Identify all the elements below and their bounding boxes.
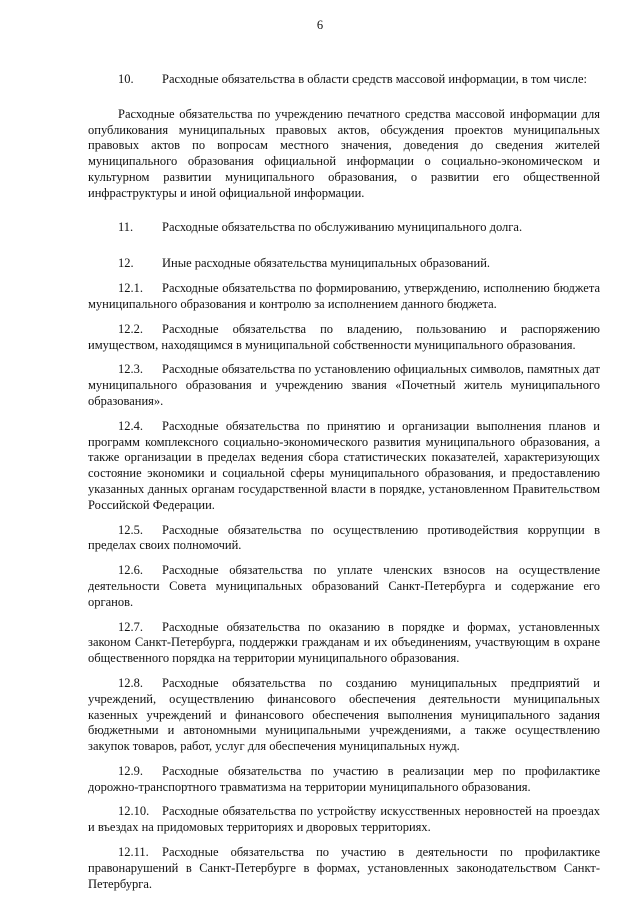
paragraph-number: 12.4. (118, 418, 143, 433)
paragraph-12-9 (88, 764, 600, 796)
paragraph-number: 12.10. (118, 804, 150, 819)
paragraph-number: 12.5. (118, 522, 143, 537)
paragraph-12-10 (88, 804, 600, 836)
paragraph-12-8 (88, 676, 600, 755)
paragraph-text: Расходные обязательства по уплате членских взносов на осуществление деятельности Совета муниципальных образований Санкт-Петербурга и содержание его органов. (88, 563, 600, 609)
paragraph-12-6 (88, 563, 600, 610)
paragraph-text: Расходные обязательства по участию в реализации мер по профилактике дорожно-транспортного травматизма на территории муниципального образования. (88, 763, 600, 794)
paragraph-number: 12.2. (118, 321, 143, 336)
paragraph-number: 12. (118, 256, 134, 271)
paragraph-12-5 (88, 523, 600, 555)
paragraph-number: 10. (118, 72, 134, 86)
paragraph-text: Расходные обязательства по созданию муниципальных предприятий и учреждений, осуществлению финансового обеспечения деятельности муниципальных казенных учреждений и финансового обеспечения выполнения муниципального задания бюджетными и автономными муниципальными учреждениями, а также осуществлению закупок товаров, работ, услуг для обеспечения муниципальных нужд. (88, 675, 600, 754)
paragraph-text: Расходные обязательства по установлению официальных символов, памятных дат муниципального образования и учреждению звания «Почетный житель муниципального образования». (88, 362, 600, 408)
paragraph-text: Расходные обязательства по осуществлению противодействия коррупции в пределах своих полномочий. (88, 522, 600, 553)
document-body (88, 72, 600, 892)
paragraph-12-1 (88, 281, 600, 313)
paragraph-text: Иные расходные обязательства муниципальных образований. (162, 256, 491, 271)
paragraph-12-2 (88, 322, 600, 354)
paragraph-number: 12.9. (118, 763, 143, 778)
paragraph-number: 12.3. (118, 362, 143, 377)
paragraph-12-11 (88, 845, 600, 892)
paragraph-number: 12.11. (118, 845, 149, 860)
paragraph-12-7 (88, 620, 600, 667)
paragraph-number: 12.7. (118, 619, 143, 634)
paragraph-number: 12.1. (118, 281, 143, 296)
paragraph-number: 12.6. (118, 563, 143, 578)
paragraph-text: Расходные обязательства по формированию, утверждению, исполнению бюджета муниципального образования и контролю за исполнением данного бюджета. (88, 281, 600, 311)
paragraph-number: 12.8. (118, 675, 143, 690)
paragraph-10 (88, 72, 600, 88)
paragraph-text: Расходные обязательства по устройству искусственных неровностей на проездах и въездах на придомовых территориях и дворовых территориях. (88, 804, 600, 835)
page-number: 6 (316, 18, 324, 32)
paragraph-12-4 (88, 419, 600, 514)
paragraph-11 (88, 220, 600, 236)
paragraph-text: Расходные обязательства по оказанию в порядке и формах, установленных законом Санкт-Петербурга, поддержки гражданам и их объединениям, участвующим в охране общественного порядка на территории муниципального образования. (88, 619, 600, 666)
paragraph-12-3 (88, 362, 600, 409)
paragraph-text: Расходные обязательства по принятию и организации выполнения планов и программ комплексного социально-экономического развития муниципального образования, а также организации в пределах ведения сбора статистических показателей, характеризующих состояние экономики и социальной сферы муниципального образования, и предоставлению указанных данных органам государственной власти в порядке, установленном Правительством Российской Федерации. (88, 418, 600, 512)
paragraph-text: Расходные обязательства по участию в деятельности по профилактике правонарушений в Санкт-Петербурге в формах, установленных законодательством Санкт-Петербурга. (88, 845, 600, 891)
paragraph-text: Расходные обязательства по учреждению печатного средства массовой информации для опубликования муниципальных правовых актов, обсуждения проектов муниципальных правовых актов по вопросам местного значения, доведения до сведения жителей муниципального образования официальной информации о социально-экономическом и культурном развитии муниципального образования, о развитии его общественной инфраструктуры и иной официальной информации. (88, 106, 600, 200)
paragraph-10-detail (88, 107, 600, 202)
paragraph-text: Расходные обязательства по обслуживанию муниципального долга. (162, 219, 523, 234)
paragraph-text: Расходные обязательства по владению, пользованию и распоряжению имуществом, находящимся в муниципальной собственности муниципального образования. (88, 321, 600, 352)
paragraph-12 (88, 256, 600, 272)
paragraph-number: 11. (118, 219, 134, 234)
paragraph-text: Расходные обязательства в области средств массовой информации, в том числе: (162, 72, 587, 86)
